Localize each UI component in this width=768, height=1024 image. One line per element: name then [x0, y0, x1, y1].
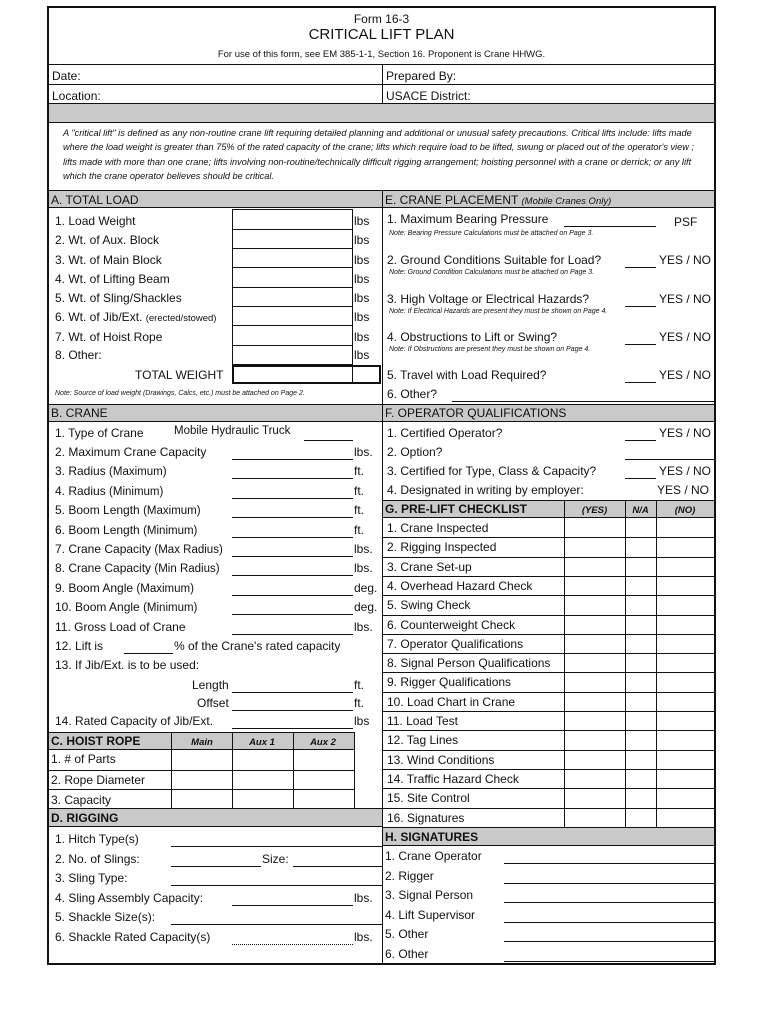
date-field[interactable]: Date:: [52, 69, 81, 83]
e-travel-yesno[interactable]: YES / NO: [659, 368, 712, 382]
b-row-label: 2. Maximum Crane Capacity: [55, 445, 207, 459]
a-unit-3: lbs: [354, 253, 370, 267]
prepared-by-field[interactable]: Prepared By:: [386, 69, 457, 83]
b-row-line[interactable]: [232, 517, 353, 518]
a-item-5: 5. Wt. of Sling/Shackles: [55, 291, 182, 305]
f-certified-yesno[interactable]: YES / NO: [659, 426, 712, 440]
g-check-item: 5. Swing Check: [387, 598, 471, 613]
a-item-7: 7. Wt. of Hoist Rope: [55, 330, 163, 344]
b-offset-label: Offset: [197, 696, 229, 710]
total-weight-box[interactable]: [232, 365, 381, 384]
b-row-line[interactable]: [232, 459, 353, 460]
g-row-divider: [383, 537, 714, 538]
total-weight-label: TOTAL WEIGHT: [135, 368, 224, 382]
g-check-item: 7. Operator Qualifications: [387, 636, 524, 651]
h-signature-line[interactable]: [504, 941, 714, 942]
g-col-na: N/A: [632, 505, 649, 516]
c-row-capacity: 3. Capacity: [51, 793, 112, 807]
d-assembly-unit: lbs.: [354, 891, 373, 905]
b-row-label: 8. Crane Capacity (Min Radius): [55, 561, 220, 576]
b-row-unit: ft.: [354, 464, 365, 479]
g-row-divider: [383, 730, 714, 731]
e-voltage-note: Note: If Electrical Hazards are present they must be shown on Page 4.: [389, 308, 608, 315]
h-signature-line[interactable]: [504, 961, 714, 962]
g-col-yes: (YES): [581, 505, 608, 516]
h-signature-line[interactable]: [504, 883, 714, 884]
g-check-item: 9. Rigger Qualifications: [387, 675, 512, 690]
d-slings: 2. No. of Slings:: [55, 852, 140, 866]
g-row-divider: [383, 615, 714, 616]
b-row-label: 11. Gross Load of Crane: [55, 619, 186, 634]
b-rated-jib: 14. Rated Capacity of Jib/Ext.: [55, 714, 214, 728]
b-lift-pct: % of the Crane's rated capacity: [174, 639, 341, 653]
d-shackle-unit: lbs.: [354, 930, 373, 944]
g-row-divider: [383, 711, 714, 712]
section-g-title: G. PRE-LIFT CHECKLIST: [385, 502, 527, 516]
a-source-note: Note: Source of load weight (Drawings, Calcs, etc.) must be attached on Page 2.: [55, 390, 305, 397]
d-assembly-capacity: 4. Sling Assembly Capacity:: [55, 891, 204, 905]
b-row-unit: lbs.: [354, 561, 373, 576]
a-weights-box[interactable]: [232, 209, 353, 384]
h-signature-line[interactable]: [504, 863, 714, 864]
a-item-6: 6. Wt. of Jib/Ext. (erected/stowed): [55, 310, 217, 324]
g-row-divider: [383, 827, 714, 828]
critical-lift-definition: A "critical lift" is defined as any non-routine crane lift requiring detailed planning and additional or unusual safety precautions. Critical lifts include: lifts made where the load weight is greater than 75% of the rated capacity of the crane; lifts which require load to be lifted, swung or placed out of the operator's view ; lifts made with more than one crane; lifts involving non-routine/technically difficult rigging arrangement; hoisting personnel with a crane or derrick; or any lift which the crane operator believes should be critical.: [63, 128, 694, 181]
form-title: CRITICAL LIFT PLAN: [308, 26, 455, 43]
d-hitch: 1. Hitch Type(s): [55, 832, 139, 846]
b-row-line[interactable]: [232, 634, 353, 635]
g-row-divider: [383, 769, 714, 770]
b-row-label: 9. Boom Angle (Maximum): [55, 580, 194, 595]
a-unit-8: lbs: [354, 348, 370, 362]
e-obstructions-yesno[interactable]: YES / NO: [659, 330, 712, 344]
h-signature-label: 1. Crane Operator: [385, 849, 482, 863]
section-d-title: D. RIGGING: [51, 811, 119, 825]
b-row-line[interactable]: [232, 575, 353, 576]
b-row-label: 10. Boom Angle (Minimum): [55, 600, 198, 615]
b-row-unit: ft.: [354, 522, 365, 537]
h-signature-label: 6. Other: [385, 946, 429, 961]
b-row-unit: ft.: [354, 503, 365, 518]
b-offset-unit: ft.: [354, 696, 365, 710]
e-voltage-yesno[interactable]: YES / NO: [659, 292, 712, 306]
a-unit-1: lbs: [354, 214, 370, 228]
g-check-item: 16. Signatures: [387, 810, 465, 825]
e-obstructions-note: Note: If Obstructions are present they must be shown on Page 4.: [389, 346, 591, 353]
c-col-main: Main: [191, 737, 213, 748]
b-jib-used: 13. If Jib/Ext. is to be used:: [55, 658, 200, 672]
b-row-unit: lbs.: [354, 445, 373, 459]
a-unit-2: lbs: [354, 233, 370, 247]
d-sling-type: 3. Sling Type:: [55, 871, 128, 885]
c-row-divider: [49, 770, 354, 771]
b-row-line[interactable]: [232, 595, 353, 596]
b-lift-is: 12. Lift is: [55, 639, 104, 653]
e-travel: 5. Travel with Load Required?: [387, 368, 547, 382]
b-row-label: 3. Radius (Maximum): [55, 464, 167, 479]
e-ground-yesno[interactable]: YES / NO: [659, 253, 712, 267]
g-row-divider: [383, 595, 714, 596]
g-check-item: 8. Signal Person Qualifications: [387, 656, 551, 671]
e-psf: PSF: [674, 215, 698, 229]
a-item-3: 3. Wt. of Main Block: [55, 253, 162, 267]
section-a-title: A. TOTAL LOAD: [51, 193, 139, 207]
section-e-title: E. CRANE PLACEMENT (Mobile Cranes Only): [385, 193, 612, 207]
b-row-unit: deg.: [354, 600, 378, 615]
h-signature-label: 2. Rigger: [385, 868, 434, 883]
b-row-unit: lbs.: [354, 619, 373, 634]
g-check-item: 6. Counterweight Check: [387, 617, 516, 632]
e-ground: 2. Ground Conditions Suitable for Load?: [387, 253, 602, 267]
b-row-line[interactable]: [232, 498, 353, 499]
a-item-2: 2. Wt. of Aux. Block: [55, 233, 160, 247]
a-unit-5: lbs: [354, 291, 370, 305]
b-row-line[interactable]: [232, 556, 353, 557]
critical-lift-form: [47, 6, 716, 965]
b-type-value[interactable]: Mobile Hydraulic Truck: [174, 425, 291, 437]
b-row-unit: lbs.: [354, 542, 373, 556]
b-row-label: 4. Radius (Minimum): [55, 483, 164, 498]
g-row-divider: [383, 788, 714, 789]
a-item-4: 4. Wt. of Lifting Beam: [55, 272, 170, 286]
b-row-unit: ft.: [354, 483, 365, 498]
g-col-no: (NO): [674, 505, 696, 516]
b-row-line[interactable]: [232, 478, 353, 479]
g-row-divider: [383, 576, 714, 577]
a-unit-6: lbs: [354, 310, 370, 324]
section-h-title: H. SIGNATURES: [385, 830, 479, 844]
d-size-label: Size:: [262, 852, 289, 866]
section-b-title: B. CRANE: [51, 406, 108, 420]
c-row-divider: [49, 789, 354, 790]
g-check-item: 3. Crane Set-up: [387, 559, 472, 574]
a-item-1: 1. Load Weight: [55, 214, 136, 228]
g-row-divider: [383, 692, 714, 693]
form-number: Form 16-3: [353, 12, 410, 26]
b-row-unit: deg.: [354, 580, 378, 595]
a-item-8: 8. Other:: [55, 348, 102, 362]
c-row-parts: 1. # of Parts: [51, 752, 116, 766]
g-check-item: 11. Load Test: [387, 714, 458, 728]
c-col-aux2: Aux 2: [310, 737, 336, 748]
h-signature-label: 5. Other: [385, 927, 429, 941]
g-check-item: 10. Load Chart in Crane: [387, 694, 516, 709]
h-signature-label: 4. Lift Supervisor: [385, 907, 476, 922]
g-row-divider: [383, 634, 714, 635]
h-signature-label: 3. Signal Person: [385, 888, 474, 902]
g-row-divider: [383, 653, 714, 654]
f-designated-yesno[interactable]: YES / NO: [657, 483, 710, 497]
g-check-item: 4. Overhead Hazard Check: [387, 578, 533, 593]
b-row-line[interactable]: [232, 614, 353, 615]
a-unit-4: lbs: [354, 272, 370, 286]
h-signature-line[interactable]: [504, 902, 714, 903]
c-col-aux1: Aux 1: [249, 737, 275, 748]
f-option: 2. Option?: [387, 445, 443, 459]
usace-district-field[interactable]: USACE District:: [386, 89, 471, 103]
f-type-class: 3. Certified for Type, Class & Capacity?: [387, 464, 597, 478]
section-c-title: C. HOIST ROPE: [51, 734, 141, 748]
g-check-item: 1. Crane Inspected: [387, 521, 489, 535]
d-shackle-capacity: 6. Shackle Rated Capacity(s): [55, 930, 211, 944]
g-check-item: 12. Tag Lines: [387, 733, 459, 748]
g-check-item: 14. Traffic Hazard Check: [387, 771, 519, 786]
g-row-divider: [383, 557, 714, 558]
g-check-item: 13. Wind Conditions: [387, 752, 495, 767]
g-check-item: 2. Rigging Inspected: [387, 540, 497, 555]
d-shackle-size: 5. Shackle Size(s):: [55, 910, 156, 924]
b-row-label: 5. Boom Length (Maximum): [55, 503, 201, 518]
b-type-label: 1. Type of Crane: [55, 426, 144, 440]
g-row-divider: [383, 672, 714, 673]
e-other: 6. Other?: [387, 387, 438, 401]
b-length-label: Length: [192, 678, 229, 692]
section-f-title: F. OPERATOR QUALIFICATIONS: [385, 406, 567, 420]
b-length-unit: ft.: [354, 678, 365, 692]
g-check-item: 15. Site Control: [387, 791, 470, 806]
e-ground-note: Note: Ground Condition Calculations must be attached on Page 3.: [389, 269, 595, 276]
e-bearing: 1. Maximum Bearing Pressure: [387, 212, 549, 226]
f-designated: 4. Designated in writing by employer:: [387, 483, 584, 497]
g-row-divider: [383, 750, 714, 751]
form-subtitle: For use of this form, see EM 385-1-1, Section 16. Proponent is Crane HHWG.: [217, 49, 546, 60]
e-obstructions: 4. Obstructions to Lift or Swing?: [387, 330, 558, 344]
h-signature-line[interactable]: [504, 922, 714, 923]
g-row-divider: [383, 808, 714, 809]
b-row-label: 6. Boom Length (Minimum): [55, 522, 198, 537]
c-row-diameter: 2. Rope Diameter: [51, 773, 146, 787]
e-voltage: 3. High Voltage or Electrical Hazards?: [387, 292, 590, 306]
f-type-class-yesno[interactable]: YES / NO: [659, 464, 712, 478]
e-bearing-note: Note: Bearing Pressure Calculations must be attached on Page 3.: [389, 230, 594, 237]
a-unit-7: lbs: [354, 330, 370, 344]
f-certified: 1. Certified Operator?: [387, 426, 503, 440]
b-row-label: 7. Crane Capacity (Max Radius): [55, 542, 223, 556]
b-rated-jib-unit: lbs: [354, 714, 370, 728]
b-row-line[interactable]: [232, 537, 353, 538]
location-field[interactable]: Location:: [52, 89, 101, 103]
